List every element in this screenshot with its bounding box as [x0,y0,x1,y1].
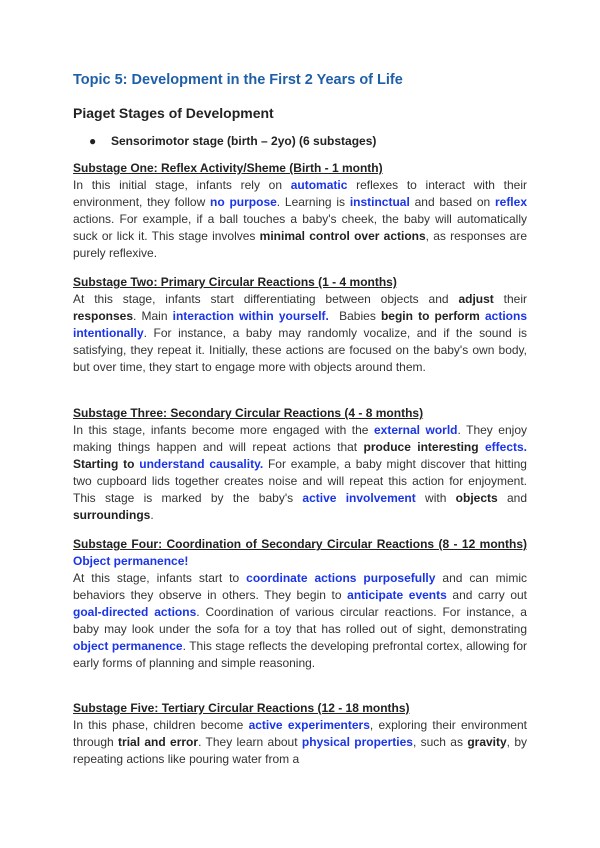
substage-heading: Substage Three: Secondary Circular Reactions (4 - 8 months) [73,406,424,420]
substage-one [73,160,527,262]
bold-term: minimal control over actions [259,229,426,243]
highlight-term: automatic [290,178,348,192]
substage-paragraph: At this stage, infants start differentiating between objects and adjust their responses. Main interaction within yourself. Babies begin to perform actions intentionally. For instance, a baby may randomly vocalize, and if the sound is satisfying, they repeat it. Initially, these actions are focused on the baby's own body, but over time, they start to engage more with objects around them. [73,292,527,374]
highlight-term: effects. [484,440,528,454]
highlight-term: active experimenters [248,718,370,732]
substage-paragraph: In this initial stage, infants rely on automatic reflexes to interact with their environment, they follow no purpose. Learning is instinctual and based on reflex actions. For example, if a ball touches a baby's cheek, the baby will automatically suck or lick it. This stage involves minimal control over actions, as responses are purely reflexive. [73,178,528,260]
bold-term: surroundings [73,508,151,522]
highlight-term: reflex [494,195,527,209]
bold-term: responses [73,309,134,323]
bold-term: produce interesting [363,440,479,454]
substage-five [73,700,527,768]
bold-term: Starting to [73,457,135,471]
substage-three [73,405,527,524]
highlight-term: goal-directed actions [73,605,197,619]
bold-term: trial and error [118,735,199,749]
section-subtitle: Piaget Stages of Development [73,105,274,121]
substage-two [73,274,527,376]
heading-highlight: Object permanence! [73,554,189,568]
bold-term: objects [455,491,498,505]
substage-paragraph: In this phase, children become active experimenters, exploring their environment through trial and error. They learn about physical properties, such as gravity, by repeating actions like pouring water from a [73,718,528,766]
highlight-term: understand causality. [139,457,264,471]
highlight-term: physical properties [301,735,413,749]
highlight-term: anticipate events [347,588,447,602]
bold-term: begin to perform [380,309,480,323]
substage-paragraph: At this stage, infants start to coordinate actions purposefully and can mimic behaviors they observe in others. They begin to anticipate events and carry out goal-directed actions. Coordination of various circular reactions. For instance, a baby may look under the sofa for a toy that has rolled out of sight, demonstrating object permanence. This stage reflects the developing prefrontal cortex, allowing for early forms of planning and simple reasoning. [73,571,528,670]
highlight-term: instinctual [349,195,410,209]
substage-heading: Substage Five: Tertiary Circular Reactions (12 - 18 months) [73,701,410,715]
substage-heading: Substage One: Reflex Activity/Sheme (Birth - 1 month) [73,161,383,175]
bullet-item [89,134,376,148]
highlight-term: object permanence [73,639,183,653]
substage-four [73,536,527,672]
bullet-text: Sensorimotor stage (birth – 2yo) (6 substages) [111,134,377,148]
bold-term: adjust [458,292,494,306]
highlight-term: interaction within yourself. [172,309,329,323]
substage-heading: Substage Two: Primary Circular Reactions (1 - 4 months) [73,275,397,289]
substage-heading: Substage Four: Coordination of Secondary Circular Reactions (8 - 12 months) Object permanence! [73,537,527,568]
substage-paragraph: In this stage, infants become more engaged with the external world. They enjoy making things happen and will repeat actions that produce interesting effects. Starting to understand causality. For example, a baby might discover that hitting two cupboard lids together creates noise and will repeat this action for enjoyment. This stage is marked by the baby's active involvement with objects and surroundings. [73,423,528,522]
bullet-dot-icon: ● [89,134,97,148]
highlight-term: actions intentionally [73,309,527,340]
highlight-term: active involvement [302,491,416,505]
highlight-term: external world [373,423,458,437]
highlight-term: coordinate actions purposefully [246,571,436,585]
page-title: Topic 5: Development in the First 2 Years of Life [73,72,403,88]
highlight-term: no purpose [210,195,277,209]
bold-term: gravity [467,735,507,749]
